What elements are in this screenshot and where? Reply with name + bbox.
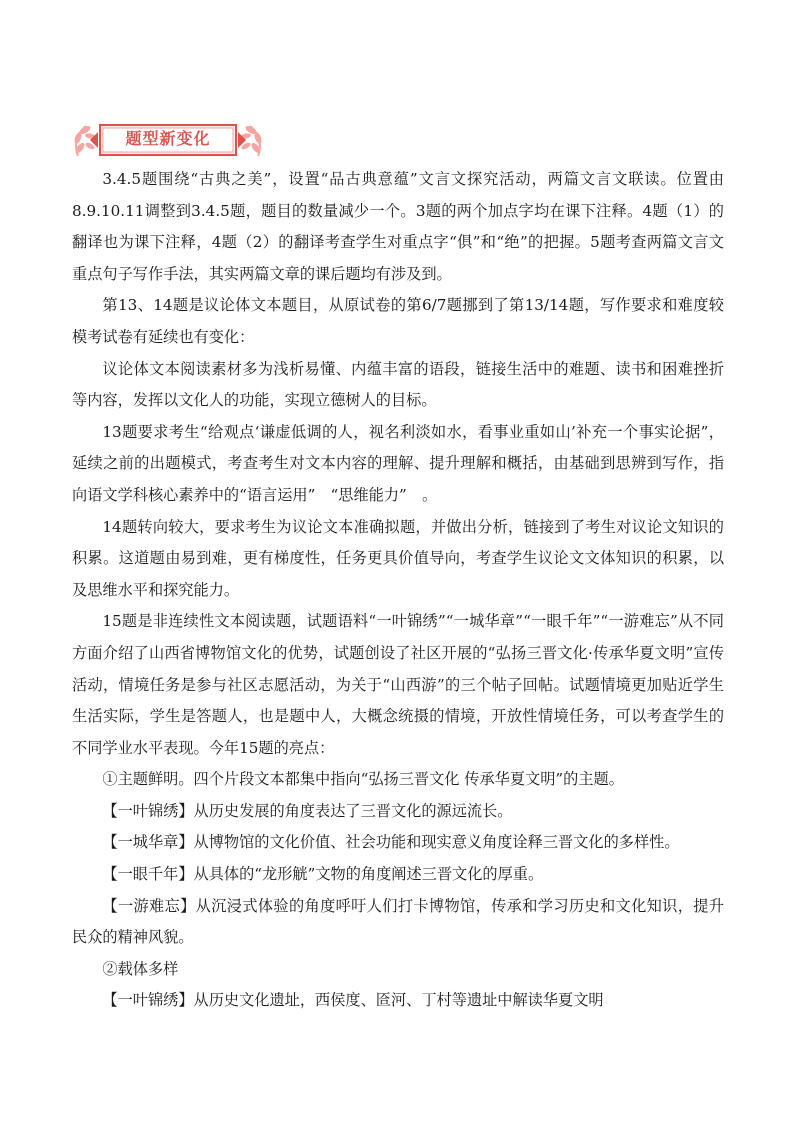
paragraph-11: 【一游难忘】从沉浸式体验的角度呼吁人们打卡博物馆，传承和学习历史和文化知识，提升民众的精神风貌。 — [72, 896, 724, 947]
article-body — [72, 164, 724, 1017]
paragraph-10: 【一眼千年】从具体的“龙形觥”文物的角度阐述三晋文化的厚重。 — [102, 865, 544, 884]
paragraph-7: ①主题鲜明。四个片段文本都集中指向“弘扬三晋文化 传承华夏文明”的主题。 — [102, 770, 624, 789]
section-title: 题型新变化 — [125, 129, 211, 148]
paragraph-3: 议论体文本阅读素材多为浅析易懂、内蕴丰富的语段，链接生活中的难题、读书和困难挫折等内容，发挥以文化人的功能，实现立德树人的目标。 — [72, 359, 724, 410]
paragraph-8: 【一叶锦绣】从历史发展的角度表达了三晋文化的源远流长。 — [102, 801, 513, 820]
paragraph-9: 【一城华章】从博物馆的文化价值、社会功能和现实意义角度诠释三晋文化的多样性。 — [102, 833, 680, 852]
paragraph-12: ②载体多样 — [102, 959, 179, 978]
paragraph-6: 15题是非连续性文本阅读题，试题语料“一叶锦绣”“一城华章”“一眼千年”“一游难忘”从不同方面介绍了山西省博物馆文化的优势，试题创设了社区开展的“弘扬三晋文化·传承华夏文明”宣传活动，情境任务是参与社区志愿活动，为关于“山西游”的三个帖子回帖。试题情境更加贴近学生生活实际，学生是答题人，也是题中人，大概念统摄的情境，开放性情境任务，可以考查学生的不同学业水平表现。今年15题的亮点： — [72, 612, 724, 757]
paragraph-4: 13题要求考生“给观点‘谦虚低调的人，视名利淡如水，看事业重如山’补充一个事实论据”，延续之前的出题模式，考查考生对文本内容的理解、提升理解和概括，由基础到思辨到写作，指向语文学科核心素养中的“语言运用” “思维能力” 。 — [72, 422, 724, 504]
paragraph-1: 3.4.5题围绕“古典之美”，设置“品古典意蕴”文言文探究活动，两篇文言文联读。位置由8.9.10.11调整到3.4.5题，题目的数量减少一个。3题的两个加点字均在课下注释。4题（1）的翻译也为课下注释，4题（2）的翻译考查学生对重点字“俱”和“绝”的把握。5题考查两篇文言文重点句子写作手法，其实两篇文章的课后题均有涉及到。 — [72, 170, 724, 283]
section-banner — [68, 118, 268, 162]
paragraph-5: 14题转向较大，要求考生为议论文本准确拟题，并做出分析，链接到了考生对议论文知识的积累。这道题由易到难，更有梯度性，任务更具价值导向，考查学生议论文文体知识的积累，以及思维水平和探究能力。 — [72, 517, 724, 599]
paragraph-2: 第13、14题是议论体文本题目，从原试卷的第6/7题挪到了第13/14题，写作要求和难度较模考试卷有延续也有变化： — [72, 296, 724, 346]
paragraph-13: 【一叶锦绣】从历史文化遗址，西侯度、匼河、丁村等遗址中解读华夏文明 — [102, 991, 604, 1010]
